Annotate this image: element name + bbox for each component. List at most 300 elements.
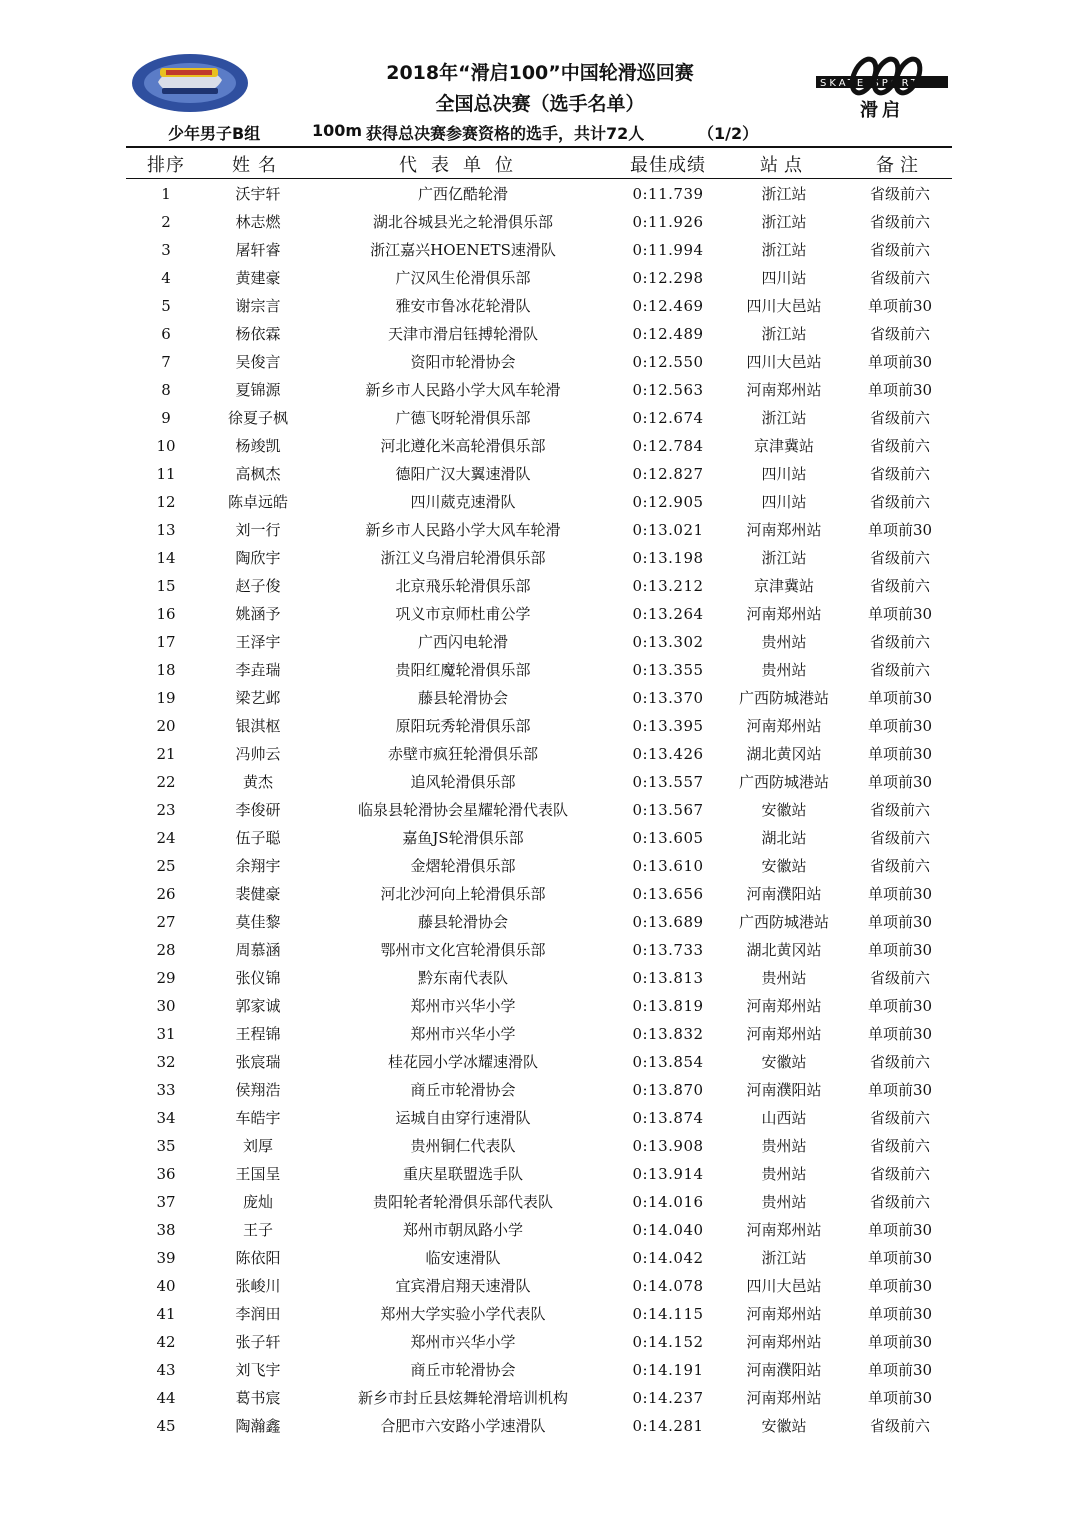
athlete-name-cell: 郭家诚 — [235, 997, 281, 1015]
team-unit-cell: 郑州市兴华小学 — [410, 997, 516, 1015]
table-row — [0, 1104, 1080, 1132]
rank-cell: 32 — [156, 1053, 176, 1071]
team-unit-cell: 临安速滑队 — [425, 1249, 501, 1267]
station-cell: 河南郑州站 — [746, 1389, 822, 1407]
station-cell: 贵州站 — [761, 661, 807, 679]
table-row — [0, 404, 1080, 432]
note-cell: 单项前30 — [867, 297, 933, 315]
note-cell: 省级前六 — [869, 269, 930, 287]
best-time-cell: 0:13.198 — [632, 549, 704, 567]
station-cell: 河南郑州站 — [746, 1221, 822, 1239]
athlete-name-cell: 吴俊言 — [235, 353, 281, 371]
best-time-cell: 0:13.021 — [632, 521, 704, 539]
best-time-cell: 0:14.042 — [632, 1249, 704, 1267]
table-row — [0, 1216, 1080, 1244]
note-cell: 省级前六 — [869, 1193, 930, 1211]
team-unit-cell: 浙江嘉兴HOENETS速滑队 — [370, 241, 556, 259]
best-time-cell: 0:14.040 — [632, 1221, 704, 1239]
team-unit-cell: 广西亿酷轮滑 — [417, 185, 508, 203]
team-unit-cell: 金熠轮滑俱乐部 — [410, 857, 516, 875]
team-unit-cell: 贵阳轮者轮滑俱乐部代表队 — [372, 1193, 553, 1211]
rank-cell: 34 — [156, 1109, 176, 1127]
team-unit-cell: 广德飞呀轮滑俱乐部 — [395, 409, 531, 427]
rank-cell: 20 — [156, 717, 176, 735]
rank-cell: 28 — [156, 941, 176, 959]
best-time-cell: 0:13.567 — [632, 801, 704, 819]
note-cell: 省级前六 — [869, 241, 930, 259]
document-subtitle: 全国总决赛（选手名单） — [435, 93, 645, 115]
best-time-cell: 0:11.926 — [632, 213, 704, 231]
note-cell: 单项前30 — [867, 381, 933, 399]
rank-cell: 38 — [156, 1221, 176, 1239]
station-cell: 四川站 — [761, 269, 807, 287]
rank-cell: 12 — [156, 493, 176, 511]
station-cell: 广西防城港站 — [738, 689, 829, 707]
team-unit-cell: 北京飛乐轮滑俱乐部 — [395, 577, 531, 595]
best-time-cell: 0:12.298 — [632, 269, 704, 287]
station-cell: 山西站 — [761, 1109, 807, 1127]
station-cell: 四川大邑站 — [746, 1277, 822, 1295]
rank-cell: 42 — [156, 1333, 176, 1351]
best-time-cell: 0:13.854 — [632, 1053, 704, 1071]
table-row — [0, 1300, 1080, 1328]
note-cell: 单项前30 — [867, 717, 933, 735]
logo-caption: 滑启 — [860, 100, 904, 121]
athlete-name-cell: 王国呈 — [235, 1165, 281, 1183]
best-time-cell: 0:11.739 — [632, 185, 704, 203]
rank-cell: 13 — [156, 521, 176, 539]
note-cell: 省级前六 — [869, 661, 930, 679]
station-cell: 河南濮阳站 — [746, 1361, 822, 1379]
athlete-name-cell: 黄建豪 — [235, 269, 281, 287]
note-cell: 省级前六 — [869, 633, 930, 651]
rank-cell: 17 — [156, 633, 176, 651]
note-cell: 省级前六 — [869, 465, 930, 483]
athlete-name-cell: 冯帅云 — [235, 745, 281, 763]
table-row — [0, 712, 1080, 740]
best-time-cell: 0:13.914 — [632, 1165, 704, 1183]
athlete-name-cell: 屠轩睿 — [235, 241, 281, 259]
rank-cell: 16 — [156, 605, 176, 623]
station-cell: 河南郑州站 — [746, 381, 822, 399]
note-cell: 省级前六 — [869, 437, 930, 455]
header-note: 备注 — [876, 155, 924, 176]
station-cell: 河南郑州站 — [746, 521, 822, 539]
station-cell: 安徽站 — [761, 801, 807, 819]
station-cell: 浙江站 — [761, 1249, 807, 1267]
best-time-cell: 0:14.115 — [632, 1305, 704, 1323]
table-row — [0, 1160, 1080, 1188]
athlete-name-cell: 余翔宇 — [235, 857, 281, 875]
header-rank: 排序 — [147, 155, 185, 176]
team-unit-cell: 资阳市轮滑协会 — [410, 353, 516, 371]
athlete-name-cell: 张子轩 — [235, 1333, 281, 1351]
table-row — [0, 936, 1080, 964]
best-time-cell: 0:13.908 — [632, 1137, 704, 1155]
station-cell: 京津冀站 — [753, 577, 814, 595]
rank-cell: 23 — [156, 801, 176, 819]
athlete-name-cell: 王程锦 — [235, 1025, 281, 1043]
team-unit-cell: 商丘市轮滑协会 — [410, 1081, 516, 1099]
best-time-cell: 0:12.489 — [632, 325, 704, 343]
team-unit-cell: 宜宾滑启翔天速滑队 — [395, 1277, 531, 1295]
table-row — [0, 1356, 1080, 1384]
table-row — [0, 376, 1080, 404]
table-row — [0, 1272, 1080, 1300]
table-row — [0, 180, 1080, 208]
athlete-name-cell: 陈依阳 — [235, 1249, 281, 1267]
rank-cell: 24 — [156, 829, 176, 847]
station-cell: 安徽站 — [761, 857, 807, 875]
table-row — [0, 768, 1080, 796]
rank-cell: 9 — [161, 409, 171, 427]
best-time-cell: 0:13.605 — [632, 829, 704, 847]
station-cell: 四川站 — [761, 493, 807, 511]
best-time-cell: 0:13.819 — [632, 997, 704, 1015]
athlete-name-cell: 沃宇轩 — [235, 185, 281, 203]
age-group-label: 少年男子B组 — [168, 124, 261, 143]
table-row — [0, 236, 1080, 264]
rank-cell: 4 — [161, 269, 171, 287]
athlete-name-cell: 谢宗言 — [235, 297, 281, 315]
athlete-name-cell: 车皓宇 — [235, 1109, 281, 1127]
note-cell: 省级前六 — [869, 549, 930, 567]
station-cell: 四川大邑站 — [746, 297, 822, 315]
rank-cell: 6 — [161, 325, 171, 343]
table-row — [0, 992, 1080, 1020]
athlete-name-cell: 林志燃 — [235, 213, 281, 231]
athlete-name-cell: 徐夏子枫 — [227, 409, 288, 427]
athlete-name-cell: 高枫杰 — [235, 465, 281, 483]
best-time-cell: 0:14.078 — [632, 1277, 704, 1295]
rank-cell: 43 — [156, 1361, 176, 1379]
athlete-name-cell: 姚涵予 — [235, 605, 281, 623]
best-time-cell: 0:12.784 — [632, 437, 704, 455]
note-cell: 省级前六 — [869, 577, 930, 595]
note-cell: 省级前六 — [869, 829, 930, 847]
results-table-body — [0, 180, 1080, 1440]
header-station: 站点 — [760, 155, 808, 176]
best-time-cell: 0:13.355 — [632, 661, 704, 679]
note-cell: 单项前30 — [867, 773, 933, 791]
rank-cell: 21 — [156, 745, 176, 763]
team-unit-cell: 郑州市兴华小学 — [410, 1333, 516, 1351]
rank-cell: 15 — [156, 577, 176, 595]
note-cell: 单项前30 — [867, 941, 933, 959]
station-cell: 浙江站 — [761, 213, 807, 231]
athlete-name-cell: 梁艺邺 — [235, 689, 281, 707]
team-unit-cell: 贵阳红魔轮滑俱乐部 — [395, 661, 531, 679]
athlete-name-cell: 杨竣凯 — [235, 437, 281, 455]
rank-cell: 10 — [156, 437, 176, 455]
team-unit-cell: 赤壁市疯狂轮滑俱乐部 — [387, 745, 538, 763]
table-row — [0, 880, 1080, 908]
team-unit-cell: 新乡市人民路小学大风车轮滑 — [365, 381, 561, 399]
station-cell: 京津冀站 — [753, 437, 814, 455]
note-cell: 单项前30 — [867, 1249, 933, 1267]
rank-cell: 45 — [156, 1417, 176, 1435]
station-cell: 安徽站 — [761, 1417, 807, 1435]
rank-cell: 26 — [156, 885, 176, 903]
best-time-cell: 0:12.563 — [632, 381, 704, 399]
station-cell: 河南郑州站 — [746, 1305, 822, 1323]
team-unit-cell: 藤县轮滑协会 — [417, 689, 508, 707]
station-cell: 河南郑州站 — [746, 717, 822, 735]
table-row — [0, 1076, 1080, 1104]
best-time-cell: 0:13.656 — [632, 885, 704, 903]
rank-cell: 33 — [156, 1081, 176, 1099]
table-row — [0, 1048, 1080, 1076]
table-row — [0, 600, 1080, 628]
rank-cell: 27 — [156, 913, 176, 931]
athlete-name-cell: 李润田 — [235, 1305, 281, 1323]
team-unit-cell: 嘉鱼JS轮滑俱乐部 — [402, 829, 524, 847]
table-header — [0, 151, 1080, 177]
station-cell: 广西防城港站 — [738, 913, 829, 931]
team-unit-cell: 广西闪电轮滑 — [417, 633, 508, 651]
station-cell: 贵州站 — [761, 1193, 807, 1211]
table-row — [0, 1188, 1080, 1216]
team-unit-cell: 河北沙河向上轮滑俱乐部 — [380, 885, 546, 903]
athlete-name-cell: 陈卓远皓 — [227, 493, 288, 511]
table-row — [0, 460, 1080, 488]
station-cell: 广西防城港站 — [738, 773, 829, 791]
station-cell: 浙江站 — [761, 549, 807, 567]
station-cell: 河南郑州站 — [746, 1025, 822, 1043]
rank-cell: 31 — [156, 1025, 176, 1043]
athlete-name-cell: 杨依霖 — [235, 325, 281, 343]
rank-cell: 14 — [156, 549, 176, 567]
note-cell: 单项前30 — [867, 1081, 933, 1099]
station-cell: 河南濮阳站 — [746, 885, 822, 903]
rank-cell: 36 — [156, 1165, 176, 1183]
team-unit-cell: 贵州铜仁代表队 — [410, 1137, 516, 1155]
best-time-cell: 0:13.302 — [632, 633, 704, 651]
rank-cell: 41 — [156, 1305, 176, 1323]
document-title: 2018年“滑启100”中国轮滑巡回赛 — [386, 62, 694, 84]
team-unit-cell: 桂花园小学冰耀速滑队 — [387, 1053, 538, 1071]
rank-cell: 5 — [161, 297, 171, 315]
team-unit-cell: 河北遵化米高轮滑俱乐部 — [380, 437, 546, 455]
rank-cell: 35 — [156, 1137, 176, 1155]
table-row — [0, 516, 1080, 544]
team-unit-cell: 巩义市京师杜甫公学 — [395, 605, 531, 623]
athlete-name-cell: 伍子聪 — [235, 829, 281, 847]
rank-cell: 3 — [161, 241, 171, 259]
table-row — [0, 1020, 1080, 1048]
rank-cell: 11 — [156, 465, 176, 483]
athlete-name-cell: 黄杰 — [242, 773, 273, 791]
station-cell: 河南郑州站 — [746, 1333, 822, 1351]
note-cell: 单项前30 — [867, 521, 933, 539]
table-row — [0, 824, 1080, 852]
team-unit-cell: 新乡市人民路小学大风车轮滑 — [365, 521, 561, 539]
note-cell: 省级前六 — [869, 493, 930, 511]
team-unit-cell: 雅安市鲁冰花轮滑队 — [395, 297, 531, 315]
athlete-name-cell: 陶瀚鑫 — [235, 1417, 281, 1435]
athlete-name-cell: 李垚瑞 — [235, 661, 281, 679]
rank-cell: 44 — [156, 1389, 176, 1407]
station-cell: 安徽站 — [761, 1053, 807, 1071]
note-cell: 单项前30 — [867, 1361, 933, 1379]
team-unit-cell: 天津市滑启钰搏轮滑队 — [387, 325, 538, 343]
note-cell: 省级前六 — [869, 857, 930, 875]
team-unit-cell: 广汉风生伦滑俱乐部 — [395, 269, 531, 287]
athlete-name-cell: 赵子俊 — [235, 577, 281, 595]
note-cell: 单项前30 — [867, 997, 933, 1015]
athlete-name-cell: 王泽宇 — [235, 633, 281, 651]
note-cell: 省级前六 — [869, 1137, 930, 1155]
team-unit-cell: 运城自由穿行速滑队 — [395, 1109, 531, 1127]
table-row — [0, 740, 1080, 768]
header-rule — [126, 178, 952, 179]
table-row — [0, 628, 1080, 656]
best-time-cell: 0:13.874 — [632, 1109, 704, 1127]
station-cell: 浙江站 — [761, 409, 807, 427]
team-unit-cell: 鄂州市文化宫轮滑俱乐部 — [380, 941, 546, 959]
team-unit-cell: 原阳玩秀轮滑俱乐部 — [395, 717, 531, 735]
table-row — [0, 796, 1080, 824]
best-time-cell: 0:11.994 — [632, 241, 704, 259]
best-time-cell: 0:13.395 — [632, 717, 704, 735]
best-time-cell: 0:12.905 — [632, 493, 704, 511]
table-row — [0, 320, 1080, 348]
athlete-name-cell: 葛书宸 — [235, 1389, 281, 1407]
athlete-name-cell: 裴健豪 — [235, 885, 281, 903]
header-best-time: 最佳成绩 — [630, 155, 706, 176]
note-cell: 单项前30 — [867, 353, 933, 371]
note-cell: 单项前30 — [867, 605, 933, 623]
category-line — [0, 121, 1080, 145]
athlete-name-cell: 周慕涵 — [235, 941, 281, 959]
athlete-name-cell: 夏锦源 — [235, 381, 281, 399]
table-row — [0, 1384, 1080, 1412]
note-cell: 省级前六 — [869, 213, 930, 231]
table-row — [0, 432, 1080, 460]
athlete-name-cell: 庞灿 — [242, 1193, 273, 1211]
team-unit-cell: 藤县轮滑协会 — [417, 913, 508, 931]
team-unit-cell: 四川葳克速滑队 — [410, 493, 516, 511]
table-row — [0, 684, 1080, 712]
station-cell: 四川大邑站 — [746, 353, 822, 371]
station-cell: 河南郑州站 — [746, 997, 822, 1015]
best-time-cell: 0:14.016 — [632, 1193, 704, 1211]
team-unit-cell: 商丘市轮滑协会 — [410, 1361, 516, 1379]
best-time-cell: 0:13.557 — [632, 773, 704, 791]
rank-cell: 2 — [161, 213, 171, 231]
athlete-name-cell: 刘厚 — [242, 1137, 273, 1155]
station-cell: 贵州站 — [761, 633, 807, 651]
team-unit-cell: 合肥市六安路小学速滑队 — [380, 1417, 546, 1435]
athlete-name-cell: 张峻川 — [235, 1277, 281, 1295]
athlete-name-cell: 侯翔浩 — [235, 1081, 281, 1099]
top-rule — [126, 146, 952, 148]
athlete-name-cell: 李俊研 — [235, 801, 281, 819]
station-cell: 湖北黄冈站 — [746, 941, 822, 959]
athlete-name-cell: 刘一行 — [235, 521, 281, 539]
best-time-cell: 0:12.550 — [632, 353, 704, 371]
best-time-cell: 0:13.370 — [632, 689, 704, 707]
rank-cell: 19 — [156, 689, 176, 707]
event-label: 100m — [312, 121, 363, 140]
station-cell: 湖北黄冈站 — [746, 745, 822, 763]
note-cell: 省级前六 — [869, 1109, 930, 1127]
table-row — [0, 1244, 1080, 1272]
best-time-cell: 0:12.469 — [632, 297, 704, 315]
note-cell: 单项前30 — [867, 1389, 933, 1407]
qualification-description: 获得总决赛参赛资格的选手，共计72人 — [366, 124, 645, 143]
rank-cell: 40 — [156, 1277, 176, 1295]
table-row — [0, 292, 1080, 320]
table-row — [0, 964, 1080, 992]
rank-cell: 30 — [156, 997, 176, 1015]
table-row — [0, 1412, 1080, 1440]
note-cell: 单项前30 — [867, 1305, 933, 1323]
table-row — [0, 544, 1080, 572]
table-row — [0, 1328, 1080, 1356]
best-time-cell: 0:14.191 — [632, 1361, 704, 1379]
team-unit-cell: 德阳广汉大翼速滑队 — [395, 465, 531, 483]
best-time-cell: 0:13.733 — [632, 941, 704, 959]
athlete-name-cell: 张宸瑞 — [235, 1053, 281, 1071]
note-cell: 省级前六 — [869, 185, 930, 203]
logo-band-text: SKATE SPORT — [820, 78, 920, 89]
table-row — [0, 656, 1080, 684]
rank-cell: 18 — [156, 661, 176, 679]
note-cell: 省级前六 — [869, 1417, 930, 1435]
best-time-cell: 0:12.827 — [632, 465, 704, 483]
rank-cell: 7 — [161, 353, 171, 371]
team-unit-cell: 临泉县轮滑协会星耀轮滑代表队 — [357, 801, 568, 819]
best-time-cell: 0:13.264 — [632, 605, 704, 623]
table-row — [0, 348, 1080, 376]
table-row — [0, 908, 1080, 936]
station-cell: 河南濮阳站 — [746, 1081, 822, 1099]
table-row — [0, 264, 1080, 292]
team-unit-cell: 郑州市兴华小学 — [410, 1025, 516, 1043]
best-time-cell: 0:13.610 — [632, 857, 704, 875]
athlete-name-cell: 刘飞宇 — [235, 1361, 281, 1379]
best-time-cell: 0:13.426 — [632, 745, 704, 763]
athlete-name-cell: 张仪锦 — [235, 969, 281, 987]
station-cell: 贵州站 — [761, 969, 807, 987]
note-cell: 省级前六 — [869, 1165, 930, 1183]
rank-cell: 37 — [156, 1193, 176, 1211]
rank-cell: 25 — [156, 857, 176, 875]
team-unit-cell: 新乡市封丘县炫舞轮滑培训机构 — [357, 1389, 568, 1407]
team-unit-cell: 郑州市朝凤路小学 — [402, 1221, 523, 1239]
station-cell: 浙江站 — [761, 325, 807, 343]
note-cell: 省级前六 — [869, 409, 930, 427]
station-cell: 贵州站 — [761, 1165, 807, 1183]
note-cell: 单项前30 — [867, 745, 933, 763]
station-cell: 四川站 — [761, 465, 807, 483]
header-name: 姓名 — [232, 155, 284, 176]
athlete-name-cell: 莫佳黎 — [235, 913, 281, 931]
table-row — [0, 208, 1080, 236]
rank-cell: 29 — [156, 969, 176, 987]
table-row — [0, 1132, 1080, 1160]
team-unit-cell: 湖北谷城县光之轮滑俱乐部 — [372, 213, 553, 231]
best-time-cell: 0:13.689 — [632, 913, 704, 931]
athlete-name-cell: 银淇枢 — [235, 717, 281, 735]
station-cell: 贵州站 — [761, 1137, 807, 1155]
rank-cell: 8 — [161, 381, 171, 399]
athlete-name-cell: 陶欣宇 — [235, 549, 281, 567]
best-time-cell: 0:13.212 — [632, 577, 704, 595]
station-cell: 浙江站 — [761, 241, 807, 259]
best-time-cell: 0:14.281 — [632, 1417, 704, 1435]
